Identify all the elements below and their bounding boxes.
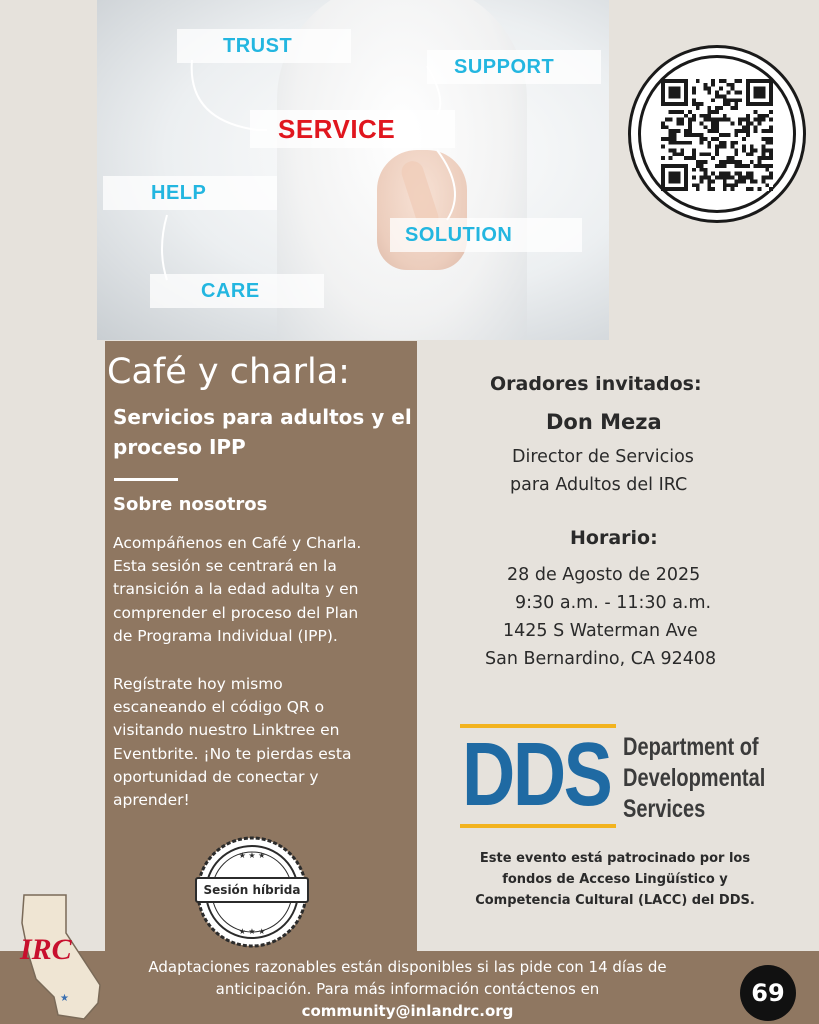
sponsor-line: Competencia Cultural (LACC) del DDS. bbox=[475, 893, 755, 908]
svg-text:★ ★ ★: ★ ★ ★ bbox=[238, 851, 266, 860]
tag-help bbox=[103, 176, 277, 210]
speaker-role-line-1: Director de Servicios bbox=[512, 447, 694, 467]
tag-solution bbox=[390, 218, 582, 252]
tag-service-text: SERVICE bbox=[278, 113, 396, 144]
hybrid-session-badge: Sesión híbrida bbox=[195, 877, 309, 903]
about-line: Acompáñenos en Café y Charla. bbox=[113, 534, 362, 552]
divider bbox=[114, 478, 178, 481]
dds-logo-letters: DDS bbox=[462, 725, 611, 825]
schedule-heading: Horario: bbox=[570, 527, 658, 549]
about-line: Esta sesión se centrará en la bbox=[113, 557, 337, 576]
event-date: 28 de Agosto de 2025 bbox=[507, 565, 701, 585]
speakers-heading: Oradores invitados: bbox=[490, 373, 702, 395]
about-line: de Programa Individual (IPP). bbox=[113, 626, 338, 645]
sponsor-line: Este evento está patrocinado por los bbox=[479, 851, 751, 866]
sign-language-icon: 69 bbox=[740, 965, 796, 1021]
about-line: transición a la edad adulta y en bbox=[113, 580, 359, 599]
event-title: Café y charla: bbox=[107, 352, 350, 392]
register-line: escaneando el código QR o bbox=[113, 698, 325, 717]
about-heading: Sobre nosotros bbox=[113, 494, 268, 515]
event-time: 9:30 a.m. - 11:30 a.m. bbox=[515, 593, 712, 613]
dds-name-line-1: Department of bbox=[623, 733, 759, 761]
tag-care-text: CARE bbox=[201, 279, 260, 302]
svg-text:IRC: IRC bbox=[20, 933, 72, 966]
tag-service bbox=[250, 110, 455, 148]
about-line: comprender el proceso del Plan bbox=[113, 603, 359, 622]
tag-help-text: HELP bbox=[151, 181, 207, 204]
svg-text:★: ★ bbox=[60, 993, 69, 1004]
about-paragraph-1 bbox=[113, 532, 413, 648]
tag-support bbox=[427, 50, 601, 84]
register-line: Eventbrite. ¡No te pierdas esta bbox=[113, 744, 352, 763]
dds-name-line-2: Developmental bbox=[623, 764, 766, 792]
event-address-line-1: 1425 S Waterman Ave bbox=[503, 621, 698, 641]
irc-california-logo-icon bbox=[14, 893, 104, 1021]
tag-care bbox=[150, 274, 324, 308]
tag-trust bbox=[177, 29, 351, 63]
event-address-line-2: San Bernardino, CA 92408 bbox=[485, 649, 717, 669]
tag-solution-text: SOLUTION bbox=[405, 223, 513, 246]
contact-email-link[interactable]: community@inlandrc.org bbox=[301, 1002, 514, 1020]
speaker-role-line-2: para Adultos del IRC bbox=[510, 475, 688, 495]
qr-code-icon[interactable] bbox=[661, 79, 773, 191]
footer-line-2: anticipación. Para más información contáctenos en bbox=[215, 980, 600, 998]
svg-text:★ ★ ★: ★ ★ ★ bbox=[238, 927, 266, 936]
dds-name-line-3: Services bbox=[623, 795, 706, 823]
footer-text bbox=[120, 956, 695, 1022]
tag-support-text: SUPPORT bbox=[454, 55, 555, 78]
register-line: aprender! bbox=[113, 791, 190, 810]
sponsor-note bbox=[450, 848, 780, 911]
speaker-name: Don Meza bbox=[546, 410, 662, 434]
about-paragraph-2 bbox=[113, 673, 413, 812]
tag-trust-text: TRUST bbox=[223, 34, 293, 57]
register-line: Regístrate hoy mismo bbox=[113, 675, 283, 693]
register-line: oportunidad de conectar y bbox=[113, 767, 319, 786]
register-line: visitando nuestro Linktree en bbox=[113, 721, 340, 740]
sponsor-line: fondos de Acceso Lingüístico y bbox=[502, 872, 728, 887]
footer-line-1: Adaptaciones razonables están disponibles si las pide con 14 días de bbox=[148, 958, 667, 976]
event-subtitle: Servicios para adultos y el proceso IPP bbox=[113, 405, 412, 459]
